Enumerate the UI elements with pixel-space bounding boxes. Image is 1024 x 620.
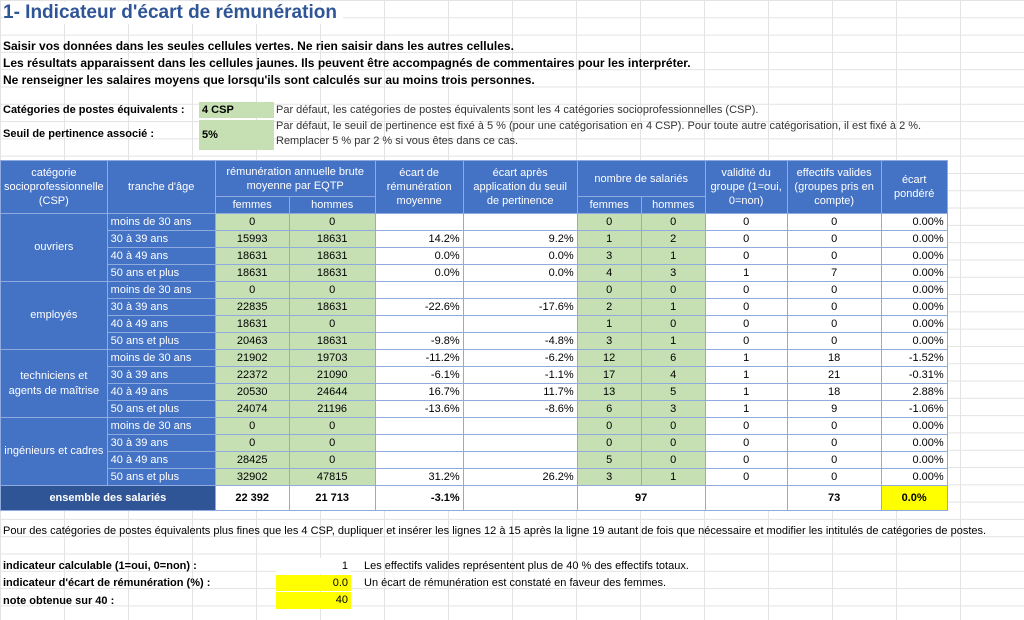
- age-cell: 30 à 39 ans: [107, 367, 215, 384]
- nb-hommes-input[interactable]: 6: [641, 350, 705, 367]
- pondere-cell: 0.00%: [881, 248, 947, 265]
- total-rem-femmes: 22 392: [215, 486, 289, 511]
- categories-label: Catégories de postes équivalents :: [3, 104, 185, 116]
- validite-cell: 0: [705, 248, 787, 265]
- header-ecart: écart de rémunération moyenne: [375, 161, 463, 214]
- nb-hommes-input[interactable]: 1: [641, 333, 705, 350]
- nb-hommes-input[interactable]: 0: [641, 418, 705, 435]
- ecart-seuil-cell: -4.8%: [463, 333, 577, 350]
- rem-hommes-input[interactable]: 0: [289, 316, 375, 333]
- table-row: [1, 316, 948, 333]
- age-cell: 50 ans et plus: [107, 469, 215, 486]
- validite-cell: 0: [705, 299, 787, 316]
- effectifs-cell: 0: [787, 418, 881, 435]
- age-cell: 30 à 39 ans: [107, 299, 215, 316]
- age-cell: moins de 30 ans: [107, 350, 215, 367]
- rem-hommes-input[interactable]: 18631: [289, 231, 375, 248]
- age-cell: moins de 30 ans: [107, 282, 215, 299]
- nb-femmes-input[interactable]: 17: [577, 367, 641, 384]
- ecart-seuil-cell: -6.2%: [463, 350, 577, 367]
- seuil-label: Seuil de pertinence associé :: [3, 128, 155, 140]
- nb-femmes-input[interactable]: 1: [577, 316, 641, 333]
- instruction-line: Ne renseigner les salaires moyens que lorsqu'ils sont calculés sur au moins trois personnes.: [3, 73, 535, 87]
- effectifs-cell: 0: [787, 452, 881, 469]
- age-cell: moins de 30 ans: [107, 418, 215, 435]
- rem-femmes-input[interactable]: 20530: [215, 384, 289, 401]
- age-cell: 40 à 49 ans: [107, 384, 215, 401]
- pondere-cell: 0.00%: [881, 418, 947, 435]
- nb-femmes-input[interactable]: 3: [577, 469, 641, 486]
- pondere-cell: 0.00%: [881, 452, 947, 469]
- nb-hommes-input[interactable]: 5: [641, 384, 705, 401]
- total-validite: [705, 486, 787, 511]
- ecart-cell: 31.2%: [375, 469, 463, 486]
- rem-femmes-input[interactable]: 18631: [215, 248, 289, 265]
- ecart-cell: -13.6%: [375, 401, 463, 418]
- ecart-seuil-cell: 0.0%: [463, 265, 577, 282]
- ecart-cell: [375, 418, 463, 435]
- validite-cell: 1: [705, 350, 787, 367]
- validite-cell: 0: [705, 333, 787, 350]
- ecart-seuil-cell: -8.6%: [463, 401, 577, 418]
- ecart-cell: [375, 214, 463, 231]
- age-cell: 30 à 39 ans: [107, 435, 215, 452]
- table-row: [1, 214, 948, 231]
- nb-hommes-input[interactable]: 1: [641, 248, 705, 265]
- ecart-indicator-value: 0.0: [276, 575, 351, 591]
- rem-hommes-input[interactable]: 18631: [289, 265, 375, 282]
- nb-femmes-input[interactable]: 0: [577, 418, 641, 435]
- nb-femmes-input[interactable]: 0: [577, 435, 641, 452]
- instruction-line: Saisir vos données dans les seules cellules vertes. Ne rien saisir dans les autres cellules.: [3, 39, 514, 53]
- header-effectifs: effectifs valides (groupes pris en compte): [787, 161, 881, 214]
- seuil-note: Par défaut, le seuil de pertinence est fixé à 5 % (pour une catégorisation en 4 CSP). Pour toute autre catégorisation, il est fixé à 2 %.: [276, 120, 922, 132]
- effectifs-cell: 7: [787, 265, 881, 282]
- note-value: 40: [276, 592, 351, 609]
- pondere-cell: 0.00%: [881, 265, 947, 282]
- nb-hommes-input[interactable]: 0: [641, 452, 705, 469]
- table-row: [1, 469, 948, 486]
- pondere-cell: -1.06%: [881, 401, 947, 418]
- rem-hommes-input[interactable]: 18631: [289, 299, 375, 316]
- header-femmes: femmes: [215, 197, 289, 214]
- total-pondere: 0.0%: [881, 486, 947, 511]
- rem-hommes-input[interactable]: 18631: [289, 333, 375, 350]
- total-ecart-seuil: [463, 486, 577, 511]
- ecart-indicator-label: indicateur d'écart de rémunération (%) :: [3, 577, 211, 589]
- pondere-cell: 0.00%: [881, 333, 947, 350]
- nb-femmes-input[interactable]: 12: [577, 350, 641, 367]
- rem-femmes-input[interactable]: 32902: [215, 469, 289, 486]
- age-cell: moins de 30 ans: [107, 214, 215, 231]
- pondere-cell: -0.31%: [881, 367, 947, 384]
- age-cell: 40 à 49 ans: [107, 316, 215, 333]
- ecart-seuil-cell: [463, 214, 577, 231]
- nb-femmes-input[interactable]: 3: [577, 333, 641, 350]
- table-row: [1, 333, 948, 350]
- age-cell: 50 ans et plus: [107, 333, 215, 350]
- rem-hommes-input[interactable]: 0: [289, 452, 375, 469]
- validite-cell: 1: [705, 401, 787, 418]
- rem-femmes-input[interactable]: 0: [215, 418, 289, 435]
- footnote: Pour des catégories de postes équivalents plus fines que les 4 CSP, dupliquer et insérer les lignes 12 à 15 après la ligne 19 autant de fois que nécessaire et modifier les intitulés de catégories de postes.: [3, 525, 987, 537]
- effectifs-cell: 0: [787, 333, 881, 350]
- nb-hommes-input[interactable]: 1: [641, 469, 705, 486]
- effectifs-cell: 9: [787, 401, 881, 418]
- pondere-cell: -1.52%: [881, 350, 947, 367]
- rem-hommes-input[interactable]: 19703: [289, 350, 375, 367]
- rem-hommes-input[interactable]: 0: [289, 418, 375, 435]
- rem-femmes-input[interactable]: 28425: [215, 452, 289, 469]
- ecart-seuil-cell: 9.2%: [463, 231, 577, 248]
- categories-input[interactable]: 4 CSP: [199, 102, 274, 118]
- effectifs-cell: 18: [787, 384, 881, 401]
- nb-femmes-input[interactable]: 4: [577, 265, 641, 282]
- nb-femmes-input[interactable]: 13: [577, 384, 641, 401]
- nb-femmes-input[interactable]: 5: [577, 452, 641, 469]
- table-row: [1, 367, 948, 384]
- remuneration-table: [0, 160, 948, 511]
- nb-femmes-input[interactable]: 6: [577, 401, 641, 418]
- calc-label: indicateur calculable (1=oui, 0=non) :: [3, 560, 197, 572]
- nb-hommes-input[interactable]: 0: [641, 316, 705, 333]
- note-label: note obtenue sur 40 :: [3, 595, 115, 607]
- nb-hommes-input[interactable]: 1: [641, 299, 705, 316]
- effectifs-cell: 0: [787, 316, 881, 333]
- ecart-cell: [375, 316, 463, 333]
- rem-femmes-input[interactable]: 18631: [215, 316, 289, 333]
- nb-hommes-input[interactable]: 2: [641, 231, 705, 248]
- rem-hommes-input[interactable]: 0: [289, 435, 375, 452]
- effectifs-cell: 0: [787, 231, 881, 248]
- pondere-cell: 0.00%: [881, 282, 947, 299]
- table-row: [1, 248, 948, 265]
- table-row: [1, 282, 948, 299]
- pondere-cell: 2.88%: [881, 384, 947, 401]
- table-row: [1, 231, 948, 248]
- pondere-cell: 0.00%: [881, 316, 947, 333]
- validite-cell: 0: [705, 435, 787, 452]
- rem-femmes-input[interactable]: 15993: [215, 231, 289, 248]
- ecart-cell: [375, 282, 463, 299]
- calc-note: Les effectifs valides représentent plus de 40 % des effectifs totaux.: [364, 560, 689, 572]
- validite-cell: 0: [705, 214, 787, 231]
- rem-femmes-input[interactable]: 22372: [215, 367, 289, 384]
- ecart-cell: [375, 435, 463, 452]
- nb-hommes-input[interactable]: 0: [641, 214, 705, 231]
- table-row: [1, 265, 948, 282]
- table-row: [1, 299, 948, 316]
- nb-hommes-input[interactable]: 0: [641, 435, 705, 452]
- ecart-cell: 0.0%: [375, 265, 463, 282]
- ecart-cell: 0.0%: [375, 248, 463, 265]
- rem-hommes-input[interactable]: 24644: [289, 384, 375, 401]
- header-remuneration: rémunération annuelle brute moyenne par EQTP: [215, 161, 375, 197]
- header-validite: validité du groupe (1=oui, 0=non): [705, 161, 787, 214]
- age-cell: 40 à 49 ans: [107, 452, 215, 469]
- category-cell: ouvriers: [1, 214, 108, 282]
- total-rem-hommes: 21 713: [289, 486, 375, 511]
- age-cell: 40 à 49 ans: [107, 248, 215, 265]
- rem-femmes-input[interactable]: 22835: [215, 299, 289, 316]
- rem-femmes-input[interactable]: 18631: [215, 265, 289, 282]
- nb-femmes-input[interactable]: 1: [577, 231, 641, 248]
- validite-cell: 0: [705, 231, 787, 248]
- ecart-seuil-cell: [463, 452, 577, 469]
- rem-hommes-input[interactable]: 47815: [289, 469, 375, 486]
- ecart-indicator-note: Un écart de rémunération est constaté en faveur des femmes.: [364, 577, 667, 589]
- effectifs-cell: 0: [787, 299, 881, 316]
- ecart-cell: [375, 452, 463, 469]
- rem-hommes-input[interactable]: 18631: [289, 248, 375, 265]
- header-pondere: écart pondéré: [881, 161, 947, 214]
- table-row: [1, 452, 948, 469]
- effectifs-cell: 0: [787, 469, 881, 486]
- pondere-cell: 0.00%: [881, 435, 947, 452]
- table-row: [1, 435, 948, 452]
- category-cell: techniciens et agents de maîtrise: [1, 350, 108, 418]
- validite-cell: 1: [705, 367, 787, 384]
- category-cell: employés: [1, 282, 108, 350]
- nb-femmes-input[interactable]: 3: [577, 248, 641, 265]
- validite-cell: 0: [705, 452, 787, 469]
- rem-femmes-input[interactable]: 21902: [215, 350, 289, 367]
- rem-hommes-input[interactable]: 21196: [289, 401, 375, 418]
- nb-femmes-input[interactable]: 0: [577, 282, 641, 299]
- header-ecart-seuil: écart après application du seuil de pertinence: [463, 161, 577, 214]
- rem-femmes-input[interactable]: 0: [215, 214, 289, 231]
- ecart-cell: -22.6%: [375, 299, 463, 316]
- pondere-cell: 0.00%: [881, 299, 947, 316]
- effectifs-cell: 0: [787, 435, 881, 452]
- rem-hommes-input[interactable]: 0: [289, 214, 375, 231]
- nb-hommes-input[interactable]: 4: [641, 367, 705, 384]
- effectifs-cell: 0: [787, 248, 881, 265]
- ecart-seuil-cell: [463, 418, 577, 435]
- page-title: 1- Indicateur d'écart de rémunération: [3, 2, 343, 24]
- ecart-cell: 14.2%: [375, 231, 463, 248]
- rem-femmes-input[interactable]: 0: [215, 435, 289, 452]
- table-row: [1, 401, 948, 418]
- total-label: ensemble des salariés: [1, 486, 216, 511]
- ecart-cell: 16.7%: [375, 384, 463, 401]
- calc-value: 1: [276, 558, 351, 574]
- nb-femmes-input[interactable]: 2: [577, 299, 641, 316]
- ecart-cell: -11.2%: [375, 350, 463, 367]
- ecart-cell: -6.1%: [375, 367, 463, 384]
- pondere-cell: 0.00%: [881, 231, 947, 248]
- seuil-input[interactable]: 5%: [199, 120, 274, 150]
- nb-hommes-input[interactable]: 3: [641, 265, 705, 282]
- effectifs-cell: 21: [787, 367, 881, 384]
- total-effectifs: 73: [787, 486, 881, 511]
- validite-cell: 0: [705, 469, 787, 486]
- header-hommes: hommes: [641, 197, 705, 214]
- seuil-note-2: Remplacer 5 % par 2 % si vous êtes dans ce cas.: [276, 135, 519, 147]
- effectifs-cell: 18: [787, 350, 881, 367]
- ecart-seuil-cell: 0.0%: [463, 248, 577, 265]
- categories-note: Par défaut, les catégories de postes équivalents sont les 4 catégories socioprofessionnelles (CSP).: [276, 104, 759, 116]
- effectifs-cell: 0: [787, 214, 881, 231]
- ecart-seuil-cell: [463, 316, 577, 333]
- validite-cell: 0: [705, 282, 787, 299]
- effectifs-cell: 0: [787, 282, 881, 299]
- validite-cell: 0: [705, 418, 787, 435]
- header-nb-salaries: nombre de salariés: [577, 161, 705, 197]
- pondere-cell: 0.00%: [881, 469, 947, 486]
- validite-cell: 1: [705, 384, 787, 401]
- rem-femmes-input[interactable]: 24074: [215, 401, 289, 418]
- nb-hommes-input[interactable]: 0: [641, 282, 705, 299]
- validite-cell: 0: [705, 316, 787, 333]
- ecart-seuil-cell: [463, 282, 577, 299]
- category-cell: ingénieurs et cadres: [1, 418, 108, 486]
- age-cell: 30 à 39 ans: [107, 231, 215, 248]
- rem-femmes-input[interactable]: 0: [215, 282, 289, 299]
- ecart-seuil-cell: 26.2%: [463, 469, 577, 486]
- rem-femmes-input[interactable]: 20463: [215, 333, 289, 350]
- pondere-cell: 0.00%: [881, 214, 947, 231]
- rem-hommes-input[interactable]: 21090: [289, 367, 375, 384]
- header-femmes: femmes: [577, 197, 641, 214]
- table-row: [1, 384, 948, 401]
- age-cell: 50 ans et plus: [107, 401, 215, 418]
- instruction-line: Les résultats apparaissent dans les cellules jaunes. Ils peuvent être accompagnés de commentaires pour les interpréter.: [3, 56, 691, 70]
- nb-hommes-input[interactable]: 3: [641, 401, 705, 418]
- ecart-seuil-cell: 11.7%: [463, 384, 577, 401]
- ecart-seuil-cell: -17.6%: [463, 299, 577, 316]
- header-age: tranche d'âge: [107, 161, 215, 214]
- age-cell: 50 ans et plus: [107, 265, 215, 282]
- ecart-cell: -9.8%: [375, 333, 463, 350]
- rem-hommes-input[interactable]: 0: [289, 282, 375, 299]
- total-ecart: -3.1%: [375, 486, 463, 511]
- table-row: [1, 418, 948, 435]
- table-row: [1, 350, 948, 367]
- header-hommes: hommes: [289, 197, 375, 214]
- ecart-seuil-cell: -1.1%: [463, 367, 577, 384]
- nb-femmes-input[interactable]: 0: [577, 214, 641, 231]
- validite-cell: 1: [705, 265, 787, 282]
- header-csp: catégorie socioprofessionnelle (CSP): [1, 161, 108, 214]
- total-nb-salaries: 97: [577, 486, 705, 511]
- ecart-seuil-cell: [463, 435, 577, 452]
